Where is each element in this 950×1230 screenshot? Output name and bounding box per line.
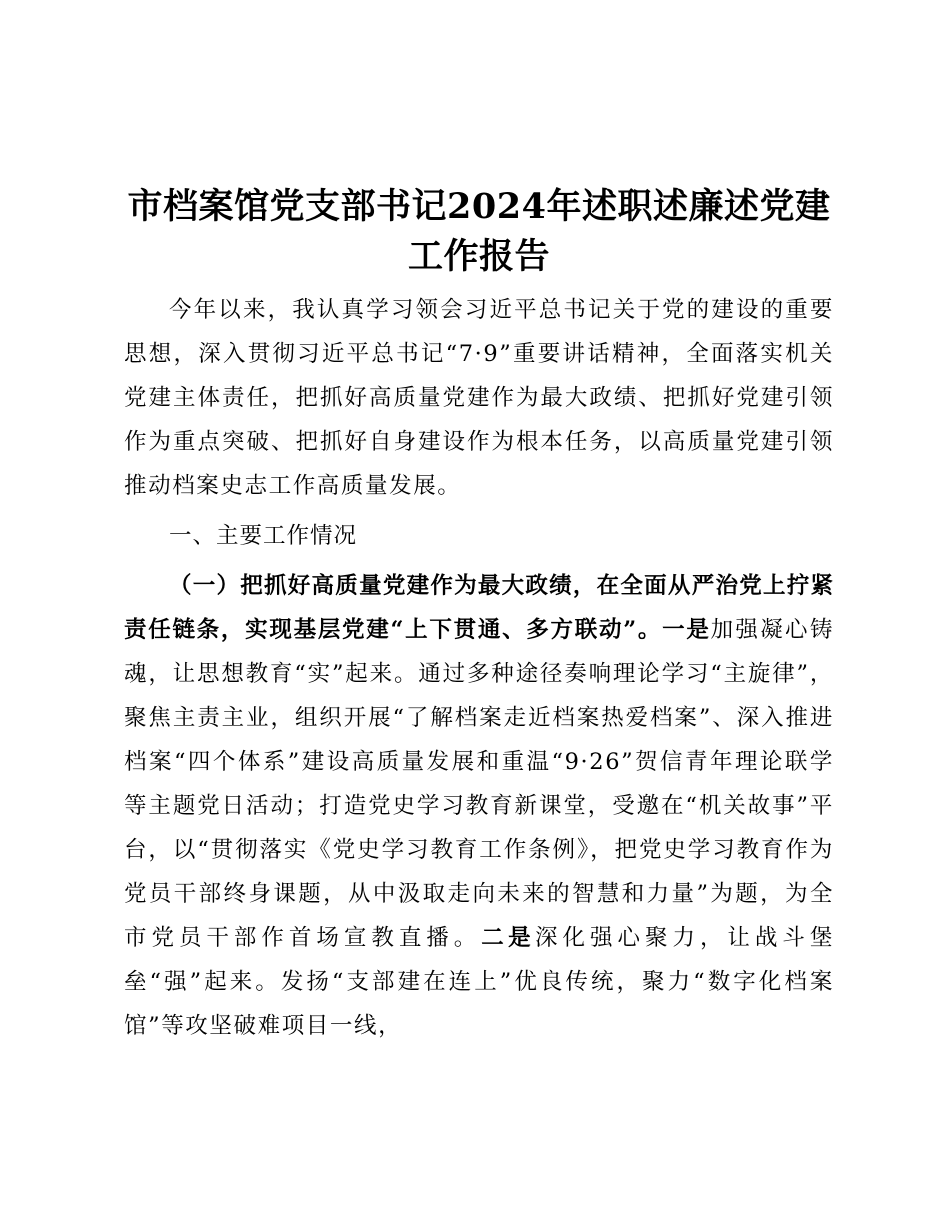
subsection-heading: （一）把抓好高质量党建作为最大政绩，在全面从严治党上拧紧责任链条，实现基层党建“上下贯通、多方联动”。 [124,573,834,643]
section-heading: 一、主要工作情况 [169,523,358,549]
intro-paragraph: 今年以来，我认真学习领会习近平总书记关于党的建设的重要思想，深入贯彻习近平总书记“7·9”重要讲话精神，全面落实机关党建主体责任，把抓好高质量党建作为最大政绩、把抓好党建引领作为重点突破、把抓好自身建设作为根本任务，以高质量党建引领推动档案史志工作高质量发展。 [124,297,834,499]
point-text: 深化强心聚力，让战斗堡垒“强”起来。发扬“支部建在连上”优良传统，聚力“数字化档案馆”等攻坚破难项目一线， [124,925,834,1039]
point-label: 一是 [662,617,711,643]
point-label: 二是 [481,925,536,951]
point-text: 加强凝心铸魂，让思想教育“实”起来。通过多种途径奏响理论学习“主旋律”，聚焦主责主业，组织开展“了解档案走近档案热爱档案”、深入推进档案“四个体系”建设高质量发展和重温“9·26”贺信青年理论联学等主题党日活动；打造党史学习教育新课堂，受邀在“机关故事”平台，以“贯彻落实《党史学习教育工作条例》，把党史学习教育作为党员干部终身课题，从中汲取走向未来的智慧和力量”为题，为全市党员干部作首场宣教直播。 [124,617,834,951]
subsection-paragraph [124,564,834,1048]
document-title: 市档案馆党支部书记2024年述职述廉述党建工作报告 [127,186,831,277]
